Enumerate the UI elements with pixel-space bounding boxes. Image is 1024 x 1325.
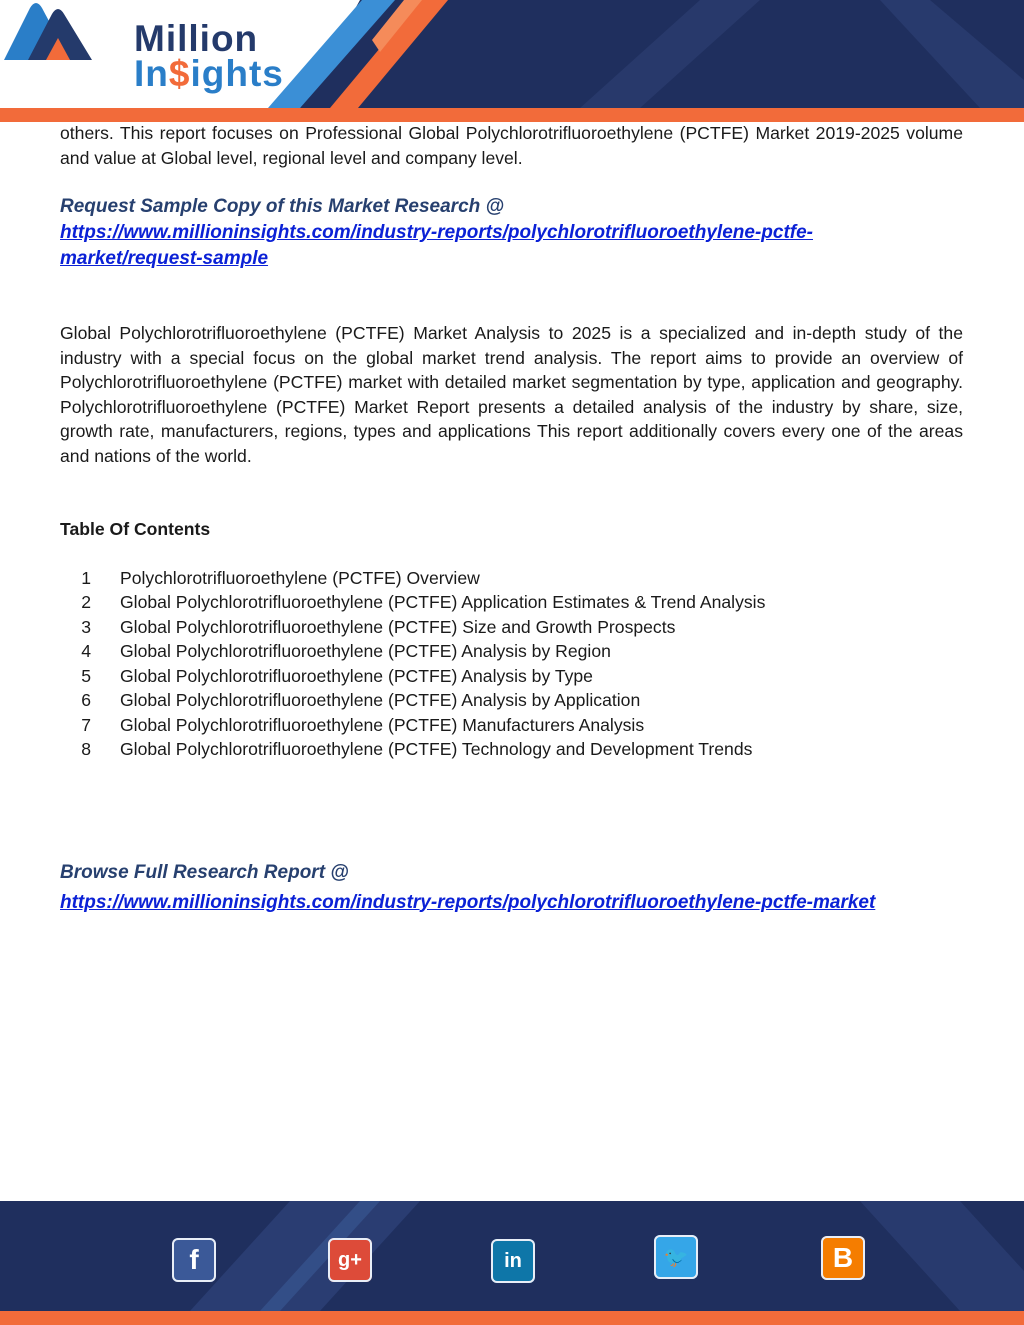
toc-item-number: 2 xyxy=(81,592,91,612)
brand-dollar-sign: $ xyxy=(168,53,191,94)
toc-item-text: Polychlorotrifluoroethylene (PCTFE) Overview xyxy=(120,567,480,588)
page-footer xyxy=(0,1201,1024,1325)
facebook-icon[interactable]: f xyxy=(172,1238,216,1282)
twitter-icon[interactable]: 🐦 xyxy=(654,1235,698,1279)
toc-item-text: Global Polychlorotrifluoroethylene (PCTFE) Analysis by Type xyxy=(120,665,593,686)
toc-item-text: Global Polychlorotrifluoroethylene (PCTFE) Size and Growth Prospects xyxy=(120,616,676,637)
brand-name xyxy=(134,20,284,92)
page-header xyxy=(0,0,1024,122)
toc-item-text: Global Polychlorotrifluoroethylene (PCTFE) Manufacturers Analysis xyxy=(120,714,645,735)
browse-report-link[interactable]: https://www.millioninsights.com/industry-reports/polychlorotrifluoroethylene-pctfe-market xyxy=(60,891,876,913)
logo-icon xyxy=(0,0,96,66)
toc-item-number: 6 xyxy=(81,690,91,710)
brand-name-line1: Million xyxy=(134,18,259,59)
toc-item-number: 4 xyxy=(81,641,91,661)
browse-report-label: Browse Full Research Report @ xyxy=(60,861,349,883)
toc-item xyxy=(60,615,963,640)
toc-item-text: Global Polychlorotrifluoroethylene (PCTFE) Analysis by Region xyxy=(120,641,611,661)
toc-item-number: 1 xyxy=(81,567,91,588)
linkedin-icon[interactable]: in xyxy=(491,1239,535,1283)
toc-title: Table Of Contents xyxy=(60,519,211,539)
toc-item-number: 8 xyxy=(81,739,91,759)
toc-item xyxy=(60,664,963,689)
toc-item xyxy=(60,590,963,615)
blogger-icon[interactable]: B xyxy=(821,1236,865,1280)
toc-item-number: 7 xyxy=(81,714,91,735)
toc-item-text: Global Polychlorotrifluoroethylene (PCTFE) Analysis by Application xyxy=(120,690,641,710)
google-plus-icon[interactable]: g+ xyxy=(328,1238,372,1282)
toc-item-number: 3 xyxy=(81,616,91,637)
intro-paragraph: others. This report focuses on Professional Global Polychlorotrifluoroethylene (PCTFE) Market 2019-2025 volume and value at Global level, regional level and company level. xyxy=(60,123,963,168)
toc-item-text: Global Polychlorotrifluoroethylene (PCTFE) Technology and Development Trends xyxy=(120,739,753,759)
brand-name-line2: In$ights xyxy=(134,53,284,94)
sample-request-link[interactable]: https://www.millioninsights.com/industry-reports/polychlorotrifluoroethylene-pctfe- market/request-sample xyxy=(60,222,813,269)
toc-item xyxy=(60,566,963,591)
analysis-paragraph: Global Polychlorotrifluoroethylene (PCTFE) Market Analysis to 2025 is a specialized and in-depth study of the industry with a special focus on the global market trend analysis. The report aims to provide an overview of Polychlorotrifluoroethylene (PCTFE) market with detailed market segmentation by type, application and geography. Polychlorotrifluoroethylene (PCTFE) Market Report presents a detailed analysis of the industry by share, size, growth rate, manufacturers, regions, types and applications This report additionally covers every one of the areas and nations of the world. xyxy=(60,323,963,466)
table-of-contents xyxy=(60,566,963,762)
toc-item xyxy=(60,713,963,738)
sample-request-label: Request Sample Copy of this Market Research @ xyxy=(60,196,505,217)
toc-item xyxy=(60,737,963,762)
toc-item xyxy=(60,639,963,664)
toc-item-text: Global Polychlorotrifluoroethylene (PCTFE) Application Estimates & Trend Analysis xyxy=(120,592,766,612)
toc-item xyxy=(60,688,963,713)
toc-item-number: 5 xyxy=(81,665,91,686)
document-body xyxy=(60,121,963,916)
